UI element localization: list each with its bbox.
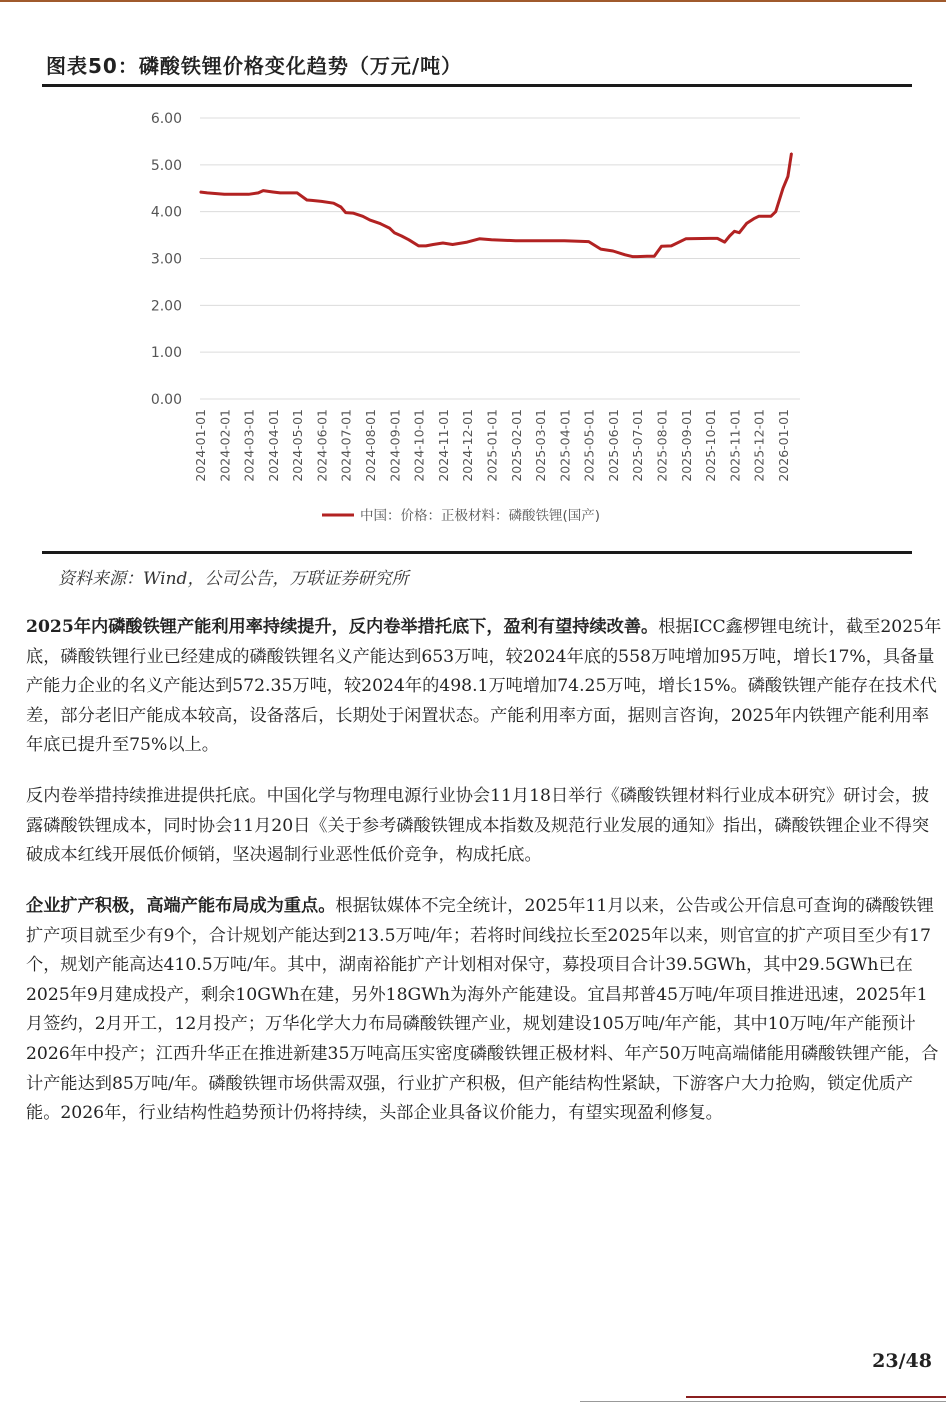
paragraph-2 <box>26 782 944 871</box>
data-point <box>236 194 238 196</box>
data-point <box>257 192 259 194</box>
data-point <box>296 192 298 194</box>
x-tick-label: 2024-02-01 <box>217 409 233 482</box>
data-point <box>394 232 396 234</box>
x-tick-label: 2025-01-01 <box>484 409 500 482</box>
x-tick-label: 2024-05-01 <box>290 409 306 482</box>
data-point <box>717 238 719 240</box>
data-point <box>223 194 225 196</box>
data-point <box>432 244 434 246</box>
x-tick-label: 2025-05-01 <box>581 409 597 482</box>
data-point <box>401 235 403 237</box>
data-point <box>791 152 793 154</box>
page-number: 23/48 <box>872 1350 932 1372</box>
x-tick-label: 2024-07-01 <box>338 409 354 482</box>
paragraph-1-lead: 2025年内磷酸铁锂产能利用率持续提升，反内卷举措托底下，盈利有望持续改善。 <box>26 617 659 637</box>
data-point <box>729 235 731 237</box>
x-tick-label: 2025-04-01 <box>557 409 573 482</box>
legend-label: 中国：价格：正极材料：磷酸铁锂(国产) <box>360 508 601 524</box>
paragraph-1-body: 根据ICC鑫椤锂电统计，截至2025年底，磷酸铁锂行业已经建成的磷酸铁锂名义产能达到653万吨，较2024年底的558万吨增加95万吨，增长17%，具备量产能力企业的名义产能达到572.35万吨，较2024年的498.1万吨增加74.25万吨，增长15%。磷酸铁锂产能存在技术代差，部分老旧产能成本较高，设备落后，长期处于闲置状态。产能利用率方面，据则言咨询，2025年内铁锂产能利用率年底已提升至75%以上。 <box>26 617 942 756</box>
paragraph-2-body: 反内卷举措持续推进提供托底。中国化学与物理电源行业协会11月18日举行《磷酸铁锂材料行业成本研究》研讨会，披露磷酸铁锂成本，同时协会11月20日《关于参考磷酸铁锂成本指数及规范行业发展的通知》指出，磷酸铁锂企业不得突破成本红线开展低价倾销，坚决遏制行业恶性低价竞争，构成托底。 <box>26 786 930 866</box>
data-point <box>333 202 335 204</box>
data-point <box>782 187 784 189</box>
x-tick-label: 2025-06-01 <box>605 409 621 482</box>
data-point <box>452 244 454 246</box>
paragraph-3 <box>26 892 944 1129</box>
data-point <box>425 245 427 247</box>
x-tick-label: 2025-11-01 <box>727 409 743 482</box>
paragraph-1 <box>26 613 944 761</box>
x-tick-label: 2024-11-01 <box>435 409 451 482</box>
y-tick-label: 5.00 <box>150 157 182 174</box>
x-tick-label: 2025-03-01 <box>533 408 549 482</box>
data-point <box>206 192 208 194</box>
data-point <box>272 191 274 193</box>
data-point <box>763 216 765 218</box>
data-point <box>775 211 777 213</box>
data-point <box>321 201 323 203</box>
data-point <box>379 223 381 225</box>
data-point <box>709 238 711 240</box>
x-tick-label: 2025-09-01 <box>678 409 694 482</box>
figure-title: 图表50：磷酸铁锂价格变化趋势（万元/吨） <box>46 54 463 78</box>
x-tick-label: 2024-03-01 <box>241 409 257 482</box>
x-tick-label: 2025-12-01 <box>751 409 767 482</box>
y-tick-label: 1.00 <box>150 345 182 362</box>
x-tick-label: 2024-06-01 <box>314 409 330 482</box>
data-point <box>369 219 371 221</box>
x-tick-label: 2025-02-01 <box>508 408 524 482</box>
series-line <box>200 153 792 257</box>
data-point <box>199 191 201 193</box>
x-tick-label: 2024-09-01 <box>387 409 403 482</box>
data-point <box>734 231 736 233</box>
data-point <box>600 248 602 250</box>
data-point <box>646 255 648 257</box>
y-tick-label: 4.00 <box>150 204 182 221</box>
data-point <box>262 190 264 192</box>
x-tick-label: 2025-10-01 <box>703 409 719 482</box>
footer-rule-thin <box>580 1401 946 1402</box>
data-point <box>418 245 420 247</box>
data-point <box>362 216 364 218</box>
data-point <box>746 223 748 225</box>
y-tick-label: 2.00 <box>150 298 182 315</box>
data-point <box>340 206 342 208</box>
data-point <box>442 242 444 244</box>
data-point <box>564 240 566 242</box>
data-point <box>632 256 634 258</box>
data-point <box>539 240 541 242</box>
data-point <box>787 176 789 178</box>
data-point <box>661 246 663 248</box>
data-point <box>389 227 391 229</box>
price-line-chart <box>42 92 912 542</box>
footer-rule <box>686 1396 946 1398</box>
data-point <box>624 254 626 256</box>
x-tick-label: 2024-01-01 <box>193 409 208 482</box>
data-point <box>491 239 493 241</box>
data-point <box>248 194 250 196</box>
data-point <box>612 250 614 252</box>
data-point <box>279 192 281 194</box>
x-tick-label: 2026-01-01 <box>775 409 791 482</box>
data-point <box>653 255 655 257</box>
figure-bottom-rule <box>42 551 912 554</box>
data-point <box>770 216 772 218</box>
data-point <box>515 240 517 242</box>
data-point <box>670 245 672 247</box>
data-point <box>352 212 354 214</box>
paragraph-3-body: 根据钛媒体不完全统计，2025年11月以来，公告或公开信息可查询的磷酸铁锂扩产项目就至少有9个，合计规划产能达到213.5万吨/年；若将时间线拉长至2025年以来，则官宣的扩产项目至少有17个，规划产能高达410.5万吨/年。其中，湖南裕能扩产计划相对保守，募投项目合计39.5GWh，其中29.5GWh已在2025年9月建成投产，剩余10GWh在建，另外18GWh为海外产能建设。宜昌邦普45万吨/年项目推进迅速，2025年1月签约，2月开工，12月投产；万华化学大力布局磷酸铁锂产业，规划建设105万吨/年产能，其中10万吨/年产能预计2026年中投产；江西升华正在推进新建35万吨高压实密度磷酸铁锂正极材料、年产50万吨高端储能用磷酸铁锂产能，合计产能达到85万吨/年。磷酸铁锂市场供需双强，行业扩产积极，但产能结构性紧缺，下游客户大力抢购，锁定优质产能。2026年，行业结构性趋势预计仍将持续，头部企业具备议价能力，有望实现盈利修复。 <box>26 896 939 1124</box>
data-point <box>408 239 410 241</box>
data-point <box>466 241 468 243</box>
figure-top-rule <box>42 84 912 87</box>
x-tick-label: 2025-07-01 <box>630 409 646 482</box>
x-tick-label: 2024-04-01 <box>265 409 281 482</box>
data-point <box>738 232 740 234</box>
data-point <box>311 200 313 202</box>
y-tick-label: 6.00 <box>150 111 182 127</box>
x-tick-label: 2024-10-01 <box>411 409 427 482</box>
data-point <box>306 199 308 201</box>
x-tick-label: 2025-08-01 <box>654 409 670 482</box>
data-point <box>685 238 687 240</box>
y-tick-label: 3.00 <box>150 251 182 268</box>
data-point <box>588 241 590 243</box>
data-point <box>636 256 638 258</box>
top-rule <box>0 0 946 2</box>
data-point <box>345 212 347 214</box>
figure-source: 资料来源：Wind，公司公告，万联证券研究所 <box>58 569 409 589</box>
x-tick-label: 2024-08-01 <box>363 409 379 482</box>
x-tick-label: 2024-12-01 <box>460 409 476 482</box>
data-point <box>758 216 760 218</box>
data-point <box>724 241 726 243</box>
data-point <box>479 238 481 240</box>
data-point <box>753 218 755 220</box>
y-tick-label: 0.00 <box>150 392 182 408</box>
paragraph-3-lead: 企业扩产积极，高端产能布局成为重点。 <box>26 896 336 916</box>
